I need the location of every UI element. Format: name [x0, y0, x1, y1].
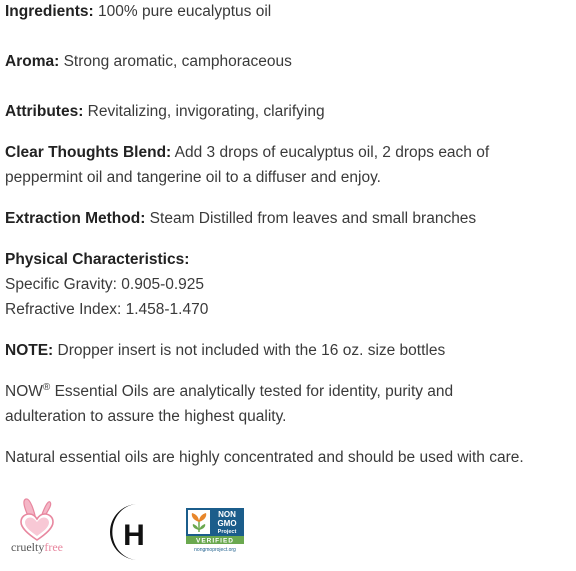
attributes-line [5, 102, 325, 122]
blend-value-1: Add 3 drops of eucalyptus oil, 2 drops each of [171, 144, 490, 161]
bunny-heart-icon [6, 498, 68, 542]
physical-heading [5, 250, 189, 270]
physical-label: Physical Characteristics: [5, 251, 190, 268]
gmo-text: GMO [217, 519, 237, 528]
crescent-h-icon [100, 500, 156, 564]
aroma-label: Aroma: [5, 53, 60, 70]
attributes-label: Attributes: [5, 103, 84, 120]
ingredients-label: Ingredients: [5, 3, 94, 20]
blend-label: Clear Thoughts Blend: [5, 144, 172, 161]
cruelty-word: cruelty [11, 540, 45, 554]
warning-line: Natural essential oils are highly concentrated and should be used with care. [5, 449, 524, 466]
refractive-index: Refractive Index: 1.458-1.470 [5, 301, 209, 318]
brand-name: NOW [5, 383, 43, 400]
blend-line-2 [5, 168, 381, 188]
ingredients-line [5, 2, 271, 22]
non-gmo-badge [186, 508, 246, 554]
extraction-label: Extraction Method: [5, 210, 146, 227]
non-text: NON [218, 510, 236, 519]
extraction-line [5, 209, 476, 229]
blend-line-1 [5, 143, 489, 163]
non-gmo-logo [186, 508, 246, 554]
verified-text: VERIFIED [196, 537, 234, 545]
note-label: NOTE: [5, 342, 54, 359]
aroma-value: Strong aromatic, camphoraceous [59, 53, 292, 70]
cruelty-free-text [6, 540, 68, 555]
note-line [5, 341, 445, 361]
halal-logo [100, 500, 156, 564]
note-value: Dropper insert is not included with the 16 oz. size bottles [53, 342, 446, 359]
cruelty-free-logo [6, 498, 68, 568]
free-word: free [44, 540, 63, 554]
extraction-value: Steam Distilled from leaves and small branches [145, 210, 477, 227]
halal-letter: H [123, 519, 145, 552]
specific-gravity: Specific Gravity: 0.905-0.925 [5, 276, 205, 293]
blend-value-2: peppermint oil and tangerine oil to a diffuser and enjoy. [5, 169, 381, 186]
tested-text-1: Essential Oils are analytically tested for identity, purity and [50, 383, 454, 400]
registered-mark: ® [42, 382, 51, 393]
project-text: Project [217, 529, 237, 535]
tested-line-2: adulteration to assure the highest quality. [5, 408, 287, 425]
gmo-url-text: nongmoproject.org [194, 547, 236, 553]
ingredients-value: 100% pure eucalyptus oil [93, 3, 272, 20]
aroma-line [5, 52, 292, 72]
attributes-value: Revitalizing, invigorating, clarifying [83, 103, 325, 120]
tested-line-1 [5, 382, 453, 402]
certification-logos [0, 498, 576, 571]
